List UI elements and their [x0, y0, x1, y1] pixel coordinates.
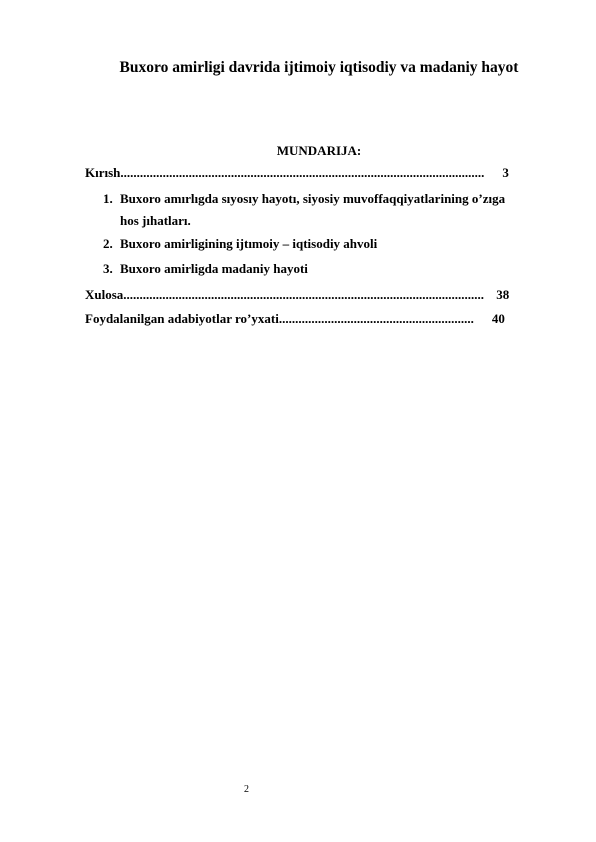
- page-number: 2: [244, 784, 249, 795]
- toc-item-1: [103, 191, 543, 231]
- toc-item-number: 1.: [103, 191, 113, 206]
- toc-item-number: 3.: [103, 261, 113, 276]
- toc-leader-dots: ...............................................................................................................: [123, 287, 485, 302]
- toc-item-3: [103, 261, 543, 277]
- toc-page-number: 38: [496, 287, 510, 302]
- toc-entry-conclusion: [85, 287, 525, 303]
- toc-item-text: Buxoro amirligining ijtımoiy – iqtisodiy ahvoli: [120, 236, 378, 251]
- toc-entry-label: Kırısh: [85, 165, 121, 180]
- toc-entry-label: Xulosa: [85, 287, 124, 302]
- toc-page-number: 40: [491, 311, 505, 326]
- toc-item-text-continued: hos jıhatları.: [120, 213, 191, 228]
- toc-page-number: 3: [502, 165, 509, 180]
- toc-item-number: 2.: [103, 236, 113, 251]
- toc-leader-dots: ................................................................................................................: [120, 165, 485, 180]
- toc-heading: MUNDARIJA:: [276, 143, 362, 158]
- toc-item-text: Buxoro amirligda madaniy hayoti: [120, 261, 308, 276]
- toc-item-2: [103, 236, 543, 252]
- toc-item-text: Buxoro amırlıgda sıyosıy hayotı, siyosiy muvoffaqqiyatlarining o’zıga: [120, 191, 506, 206]
- page-title: Buxoro amirligi davrida ijtimoiy iqtisodiy va madaniy hayot: [119, 59, 519, 76]
- toc-entry-label: Foydalanilgan adabiyotlar ro’yxati: [85, 311, 279, 326]
- toc-entry-intro: [85, 165, 515, 181]
- toc-leader-dots: ............................................................: [278, 311, 474, 326]
- toc-entry-references: [85, 311, 525, 327]
